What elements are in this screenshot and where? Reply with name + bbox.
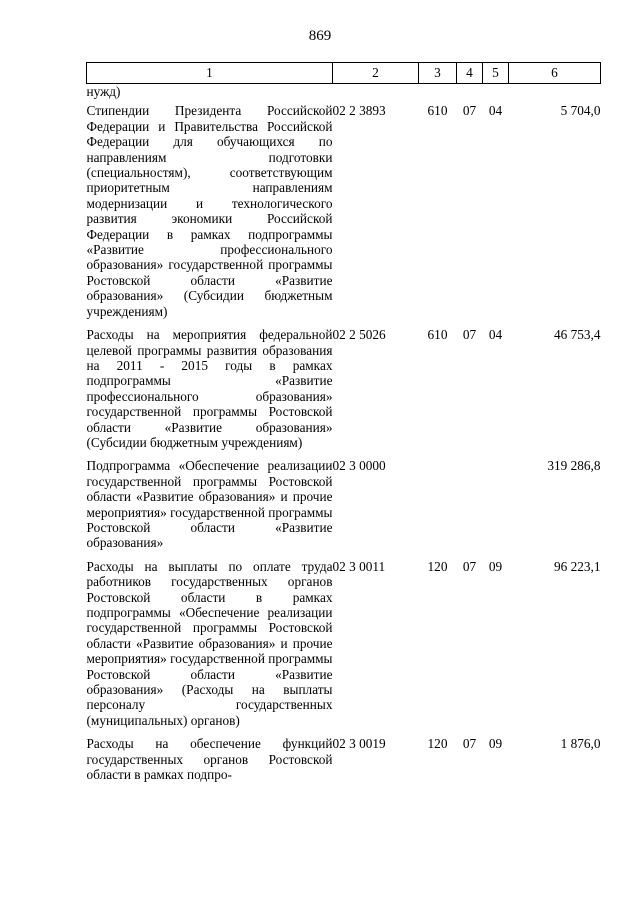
row-code: 02 3 0000 (332, 458, 386, 474)
column-header-4: 4 (457, 63, 483, 84)
row-pr: 09 (488, 558, 503, 574)
continuation-text: нужд) (86, 84, 121, 99)
row-name: Расходы на выплаты по оплате труда работников государственных органов Ростовской области в рамках подпрограммы «Обеспечение реализации государственной программы Ростовской области «Развитие образования» и прочие мероприятия» государственной программы Ростовской области «Развитие образования» (Расходы на выплаты персоналу государственных (муниципальных) органов) (86, 558, 333, 728)
row-vr: 120 (427, 558, 448, 574)
budget-table (86, 62, 601, 790)
column-header-6: 6 (509, 63, 601, 84)
row-name: Расходы на обеспечение функций государственных органов Ростовской области в рамках подпро- (86, 736, 333, 783)
table-row-continuation (87, 84, 601, 104)
table-row (87, 327, 601, 458)
row-amount: 1 876,0 (560, 736, 601, 752)
row-pr (483, 458, 509, 558)
table-row (87, 103, 601, 327)
table-row (87, 736, 601, 790)
row-pr: 04 (488, 103, 503, 119)
row-amount: 96 223,1 (553, 558, 601, 574)
column-header-1: 1 (87, 63, 333, 84)
row-name: Подпрограмма «Обеспечение реализации государственной программы Ростовской области «Развитие образования» и прочие мероприятия» государственной программы Ростовской области «Развитие образования» (86, 458, 333, 551)
column-header-5: 5 (483, 63, 509, 84)
row-vr: 610 (427, 327, 448, 343)
row-pr: 09 (488, 736, 503, 752)
row-code: 02 3 0019 (332, 736, 386, 752)
column-header-2: 2 (333, 63, 419, 84)
column-header-3: 3 (419, 63, 457, 84)
row-amount: 5 704,0 (560, 103, 601, 119)
row-vr: 120 (427, 736, 448, 752)
row-code: 02 2 3893 (332, 103, 386, 119)
row-name: Стипендии Президента Российской Федерации и Правительства Российской Федерации для обучающихся по направлениям подготовки (специальностям), соответствующим приоритетным направлениям модернизации и технологического развития экономики Российской Федерации в рамках подпрограммы «Развитие профессионального образования» государственной программы Ростовской области «Развитие образования» (Субсидии бюджетным учреждениям) (86, 103, 333, 319)
row-rz: 07 (462, 103, 477, 119)
row-amount: 46 753,4 (553, 327, 601, 343)
row-code: 02 3 0011 (332, 558, 386, 574)
row-pr: 04 (488, 327, 503, 343)
row-vr (419, 458, 457, 558)
page-number: 869 (308, 28, 332, 44)
table-header-row (87, 63, 601, 84)
row-code: 02 2 5026 (332, 327, 386, 343)
row-rz: 07 (462, 327, 477, 343)
table-row (87, 559, 601, 736)
row-name: Расходы на мероприятия федеральной целевой программы развития образования на 2011 - 2015 годы в рамках подпрограммы «Развитие профессионального образования» государственной программы Ростовской области «Развитие образования» (Субсидии бюджетным учреждениям) (86, 327, 333, 450)
table-row (87, 458, 601, 558)
row-rz: 07 (462, 558, 477, 574)
row-rz (457, 458, 483, 558)
row-vr: 610 (427, 103, 448, 119)
row-amount: 319 286,8 (547, 458, 601, 474)
row-rz: 07 (462, 736, 477, 752)
